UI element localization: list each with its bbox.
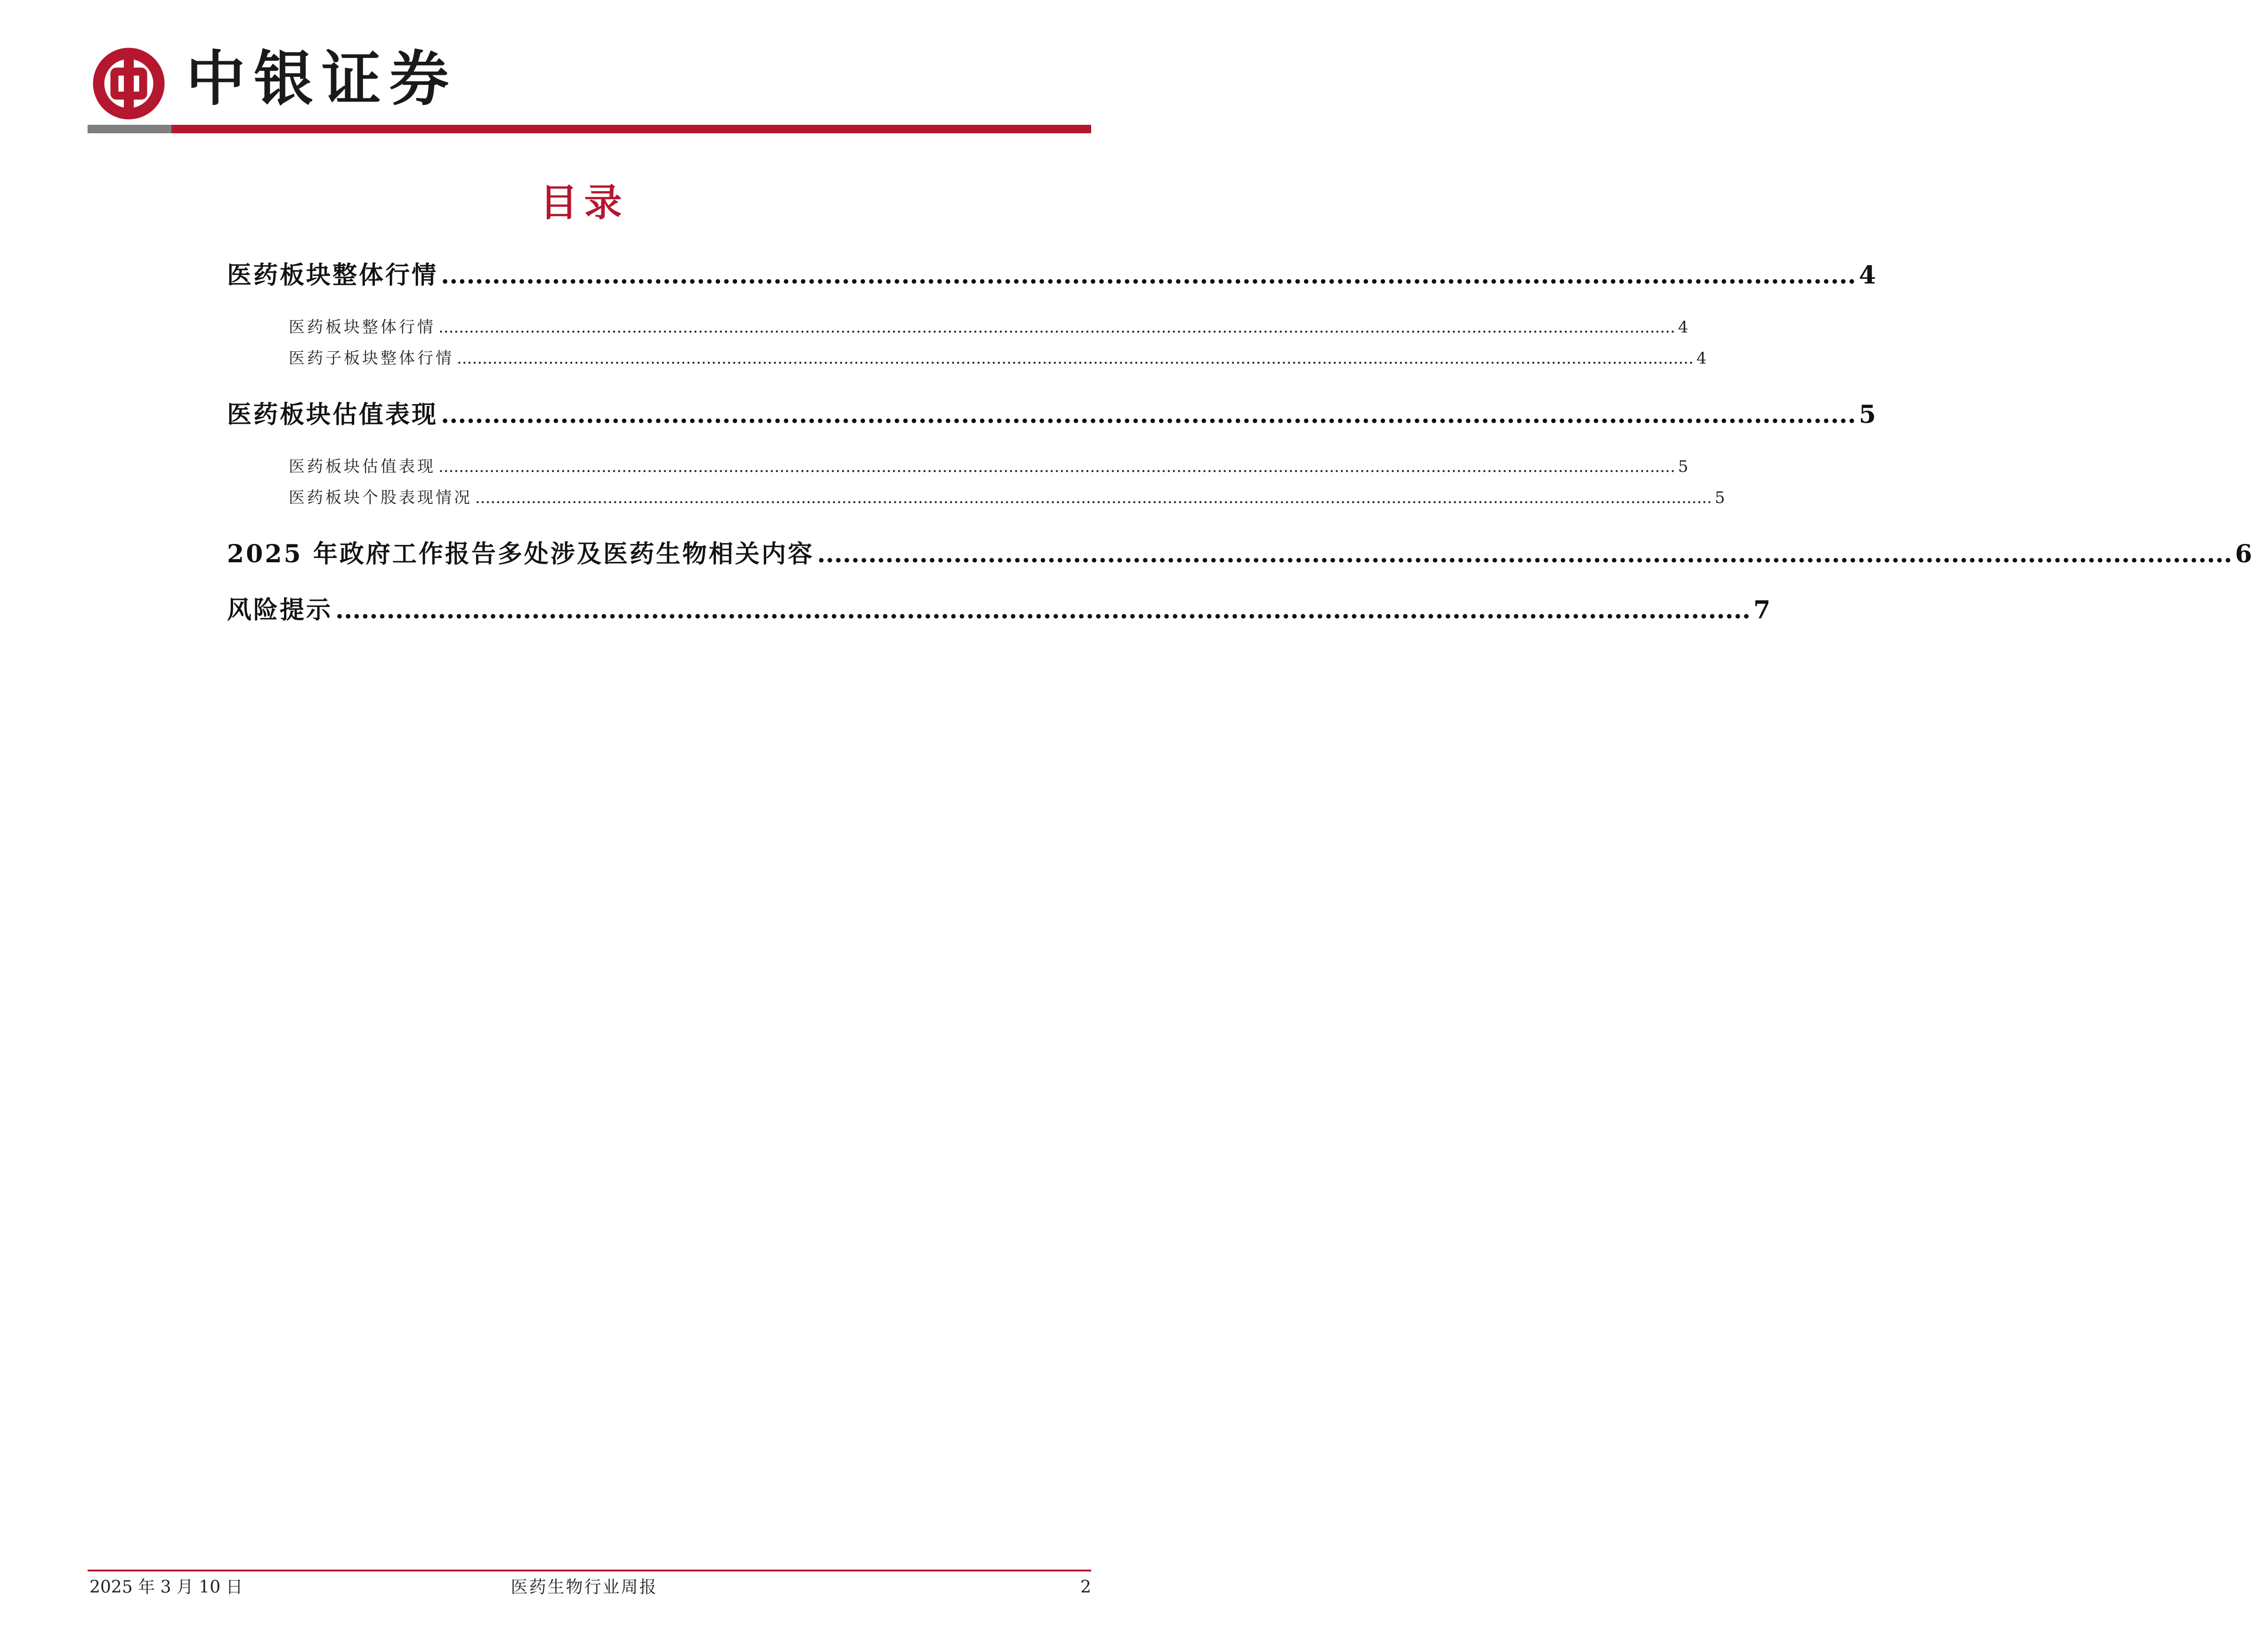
toc-entry-label: 医药板块整体行情 [227, 261, 438, 290]
toc-title: 目录 [540, 180, 629, 225]
toc-leader-dots: ...................................................................................................................................................................... [441, 400, 1856, 429]
toc-subentry[interactable] [289, 345, 1707, 372]
toc-leader-dots: ................................................................................................................................................................................................................................................... [438, 457, 1676, 476]
toc-entry-page: 4 [1678, 318, 1688, 337]
toc-subentry[interactable] [289, 485, 1725, 511]
toc-entry[interactable] [227, 591, 1771, 629]
toc-subentry[interactable] [289, 314, 1688, 340]
toc-entry-page: 5 [1859, 400, 1876, 429]
toc-leader-dots: ................................................................................................................................................................................................................................................... [438, 318, 1676, 337]
toc-entry-label: 医药板块估值表现 [289, 457, 436, 476]
footer-date: 2025 年 3 月 10 日 [89, 1578, 243, 1597]
toc-leader-dots: ...................................................................................................................................................................... [817, 540, 2233, 568]
toc-leader-dots: ...................................................................................................................................................................... [335, 596, 1751, 624]
toc-leader-dots: ................................................................................................................................................................................................................................................... [475, 488, 1712, 507]
footer-report-title: 医药生物行业周报 [510, 1578, 658, 1597]
toc-entry[interactable] [227, 396, 1876, 434]
footer-page-number: 2 [1080, 1578, 1091, 1597]
toc-entry-label: 医药子板块整体行情 [289, 349, 454, 368]
toc-entry-label: 医药板块估值表现 [227, 400, 438, 429]
toc-entry-page: 5 [1678, 457, 1688, 476]
toc-entry-page: 4 [1859, 261, 1876, 290]
toc-entry-page: 5 [1715, 488, 1725, 507]
toc-entry-page: 4 [1696, 349, 1707, 368]
toc-entry-label: 医药板块整体行情 [289, 318, 436, 337]
toc-entry-page: 7 [1753, 596, 1771, 624]
toc-subentry[interactable] [289, 453, 1688, 480]
toc-entry-label: 风险提示 [227, 596, 333, 624]
toc-entry-label: 医药板块个股表现情况 [289, 488, 472, 507]
brand-name: 中银证券 [186, 44, 457, 113]
toc-leader-dots: ...................................................................................................................................................................... [441, 261, 1856, 290]
toc-entry-label: 2025 年政府工作报告多处涉及医药生物相关内容 [227, 540, 814, 568]
toc-entry-page: 6 [2235, 540, 2252, 568]
toc-entry[interactable] [227, 535, 2252, 573]
toc-leader-dots: ................................................................................................................................................................................................................................................... [457, 349, 1694, 368]
toc-entry[interactable] [227, 257, 1876, 294]
footer-divider [88, 1570, 1091, 1571]
